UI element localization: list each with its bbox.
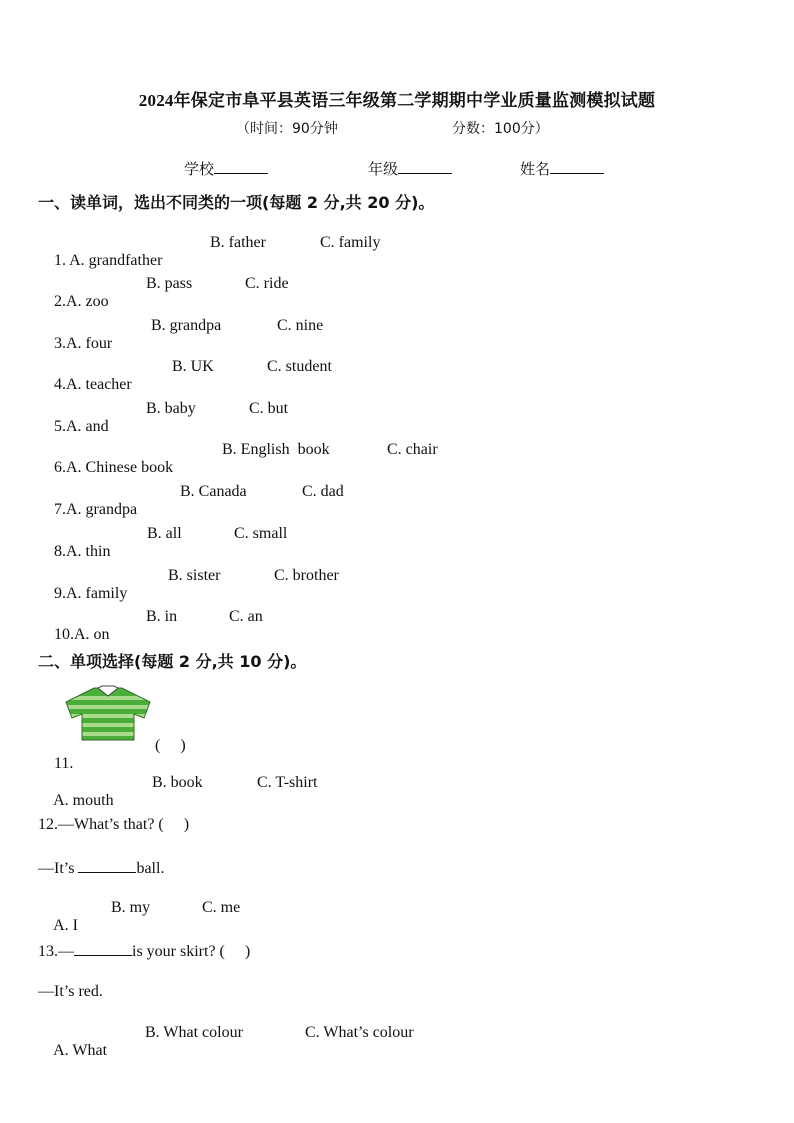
option-a: 5.A. and [54, 418, 109, 435]
school-blank[interactable] [214, 159, 268, 174]
page-title: 2024年保定市阜平县英语三年级第二学期期中学业质量监测模拟试题 [138, 91, 656, 110]
section2-heading: 二、单项选择(每题 2 分,共 10 分)。 [38, 652, 307, 671]
grade-blank[interactable] [398, 159, 452, 174]
exam-time: （时间：90分钟 [236, 121, 338, 137]
option-b: B. sister [168, 567, 221, 584]
option-a: 1. A. grandfather [54, 252, 163, 269]
option-c: C. What’s colour [305, 1024, 414, 1041]
option-c: C. ride [245, 275, 289, 292]
option-b: B. father [210, 234, 266, 251]
option-a: A. mouth [53, 792, 114, 809]
name-blank[interactable] [550, 159, 604, 174]
option-c: C. me [202, 899, 241, 916]
option-a: 6.A. Chinese book [54, 459, 174, 476]
option-b: B. my [111, 899, 151, 916]
option-a: 7.A. grandpa [54, 501, 138, 518]
option-c: C. small [234, 525, 288, 542]
option-b: B. Canada [180, 483, 247, 500]
question-12: 12.—What’s that? ( ) [38, 816, 190, 833]
option-b: B. baby [146, 400, 196, 417]
option-a: 9.A. family [54, 585, 128, 602]
school-field [184, 158, 268, 179]
option-c: C. an [229, 608, 263, 625]
option-b: B. all [147, 525, 182, 542]
option-a: 8.A. thin [54, 543, 111, 560]
question-text: 13.— [38, 943, 74, 960]
option-c: C. family [320, 234, 381, 251]
option-c: C. nine [277, 317, 324, 334]
name-field [520, 158, 604, 179]
option-b: B. pass [146, 275, 193, 292]
question-13 [38, 941, 250, 961]
exam-score: 分数：100分） [452, 121, 549, 137]
question-13-answer-line: —It’s red. [38, 983, 103, 1000]
option-a: 10.A. on [54, 626, 110, 643]
option-c: C. T-shirt [257, 774, 318, 791]
option-c: C. student [267, 358, 332, 375]
option-c: C. chair [387, 441, 438, 458]
option-b: B. English book [222, 441, 330, 458]
option-a: 3.A. four [54, 335, 113, 352]
option-b: B. in [146, 608, 178, 625]
option-b: B. What colour [145, 1024, 243, 1041]
grade-label: 年级 [368, 160, 399, 178]
question-12-answer-line [38, 858, 164, 878]
section1-heading: 一、读单词，选出不同类的一项(每题 2 分,共 20 分)。 [38, 193, 435, 212]
tshirt-image [64, 684, 152, 742]
answer-blank[interactable] [74, 941, 132, 956]
question-row [38, 1024, 414, 1114]
option-c: C. but [249, 400, 289, 417]
option-a: 2.A. zoo [54, 293, 109, 310]
option-a: A. What [53, 1042, 108, 1059]
option-c: C. dad [302, 483, 344, 500]
grade-field [368, 158, 452, 179]
answer-text: ball. [136, 860, 165, 877]
option-b: B. grandpa [151, 317, 222, 334]
option-a: 4.A. teacher [54, 376, 132, 393]
question-number: 11. [54, 755, 74, 772]
option-b: B. book [152, 774, 203, 791]
school-label: 学校 [184, 160, 215, 178]
option-c: C. brother [274, 567, 339, 584]
option-b: B. UK [172, 358, 214, 375]
question-text: is your skirt? ( ) [132, 943, 251, 960]
option-a: A. I [53, 917, 79, 934]
answer-blank[interactable] [78, 858, 136, 873]
name-label: 姓名 [520, 160, 551, 178]
answer-text: —It’s [38, 860, 79, 877]
answer-paren[interactable]: ( ) [155, 737, 186, 754]
